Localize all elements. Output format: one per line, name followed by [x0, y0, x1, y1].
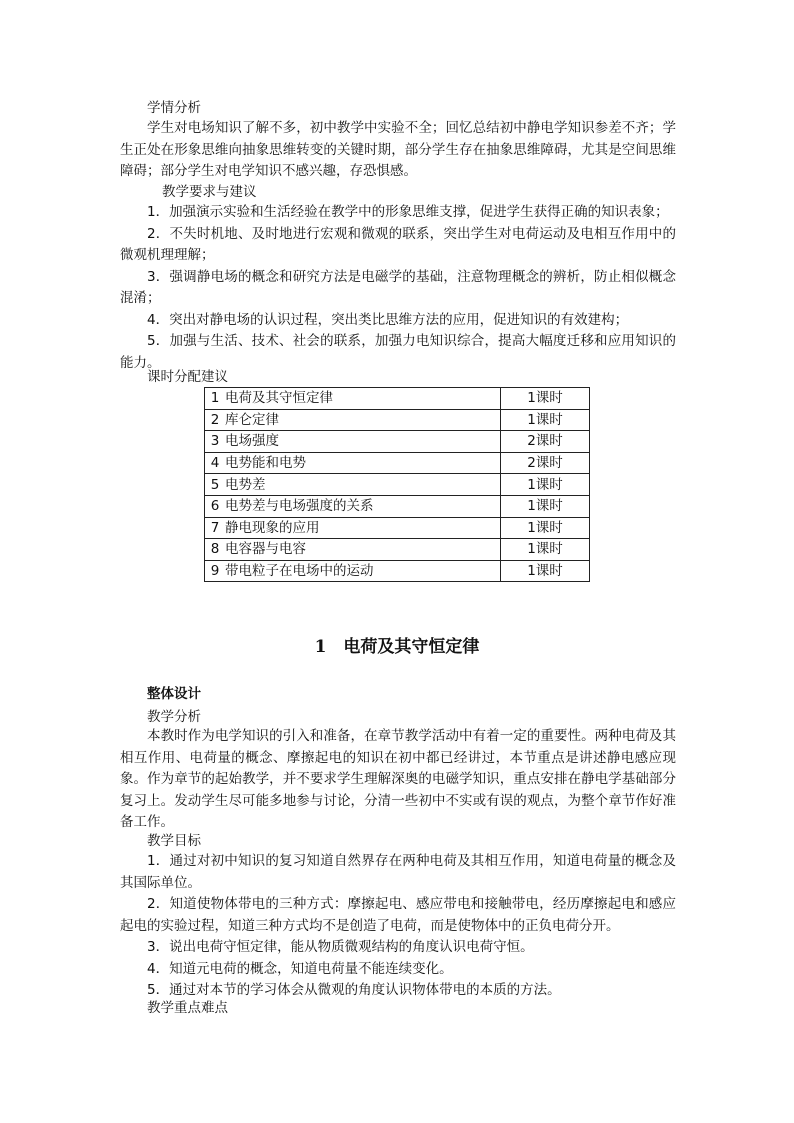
- objective-item: 2．知道使物体带电的三种方式：摩擦起电、感应带电和接触带电，经历摩擦起电和感应起电的实验过程，知道三种方式均不是创造了电荷，而是使物体中的正负电荷分开。: [120, 896, 676, 934]
- lesson-hours: 1课时: [501, 388, 590, 410]
- lesson-name: 电势差与电场强度的关系: [225, 495, 501, 517]
- lesson-hours: 1课时: [501, 560, 590, 582]
- section-title: 1 电荷及其守恒定律: [314, 637, 480, 657]
- requirement-item: 4．突出对静电场的认识过程，突出类比思维方法的应用，促进知识的有效建构；: [147, 311, 629, 328]
- table-row: [205, 517, 590, 539]
- schedule-heading: 课时分配建议: [147, 369, 228, 385]
- table-row: [205, 474, 590, 496]
- lesson-number: 2: [205, 409, 226, 431]
- objectives-list: [120, 851, 676, 1002]
- key-points-heading: 教学重点难点: [147, 1000, 228, 1016]
- schedule-table: [204, 387, 590, 582]
- lesson-name: 静电现象的应用: [225, 517, 501, 539]
- lesson-name: 电势能和电势: [225, 452, 501, 474]
- lesson-hours: 1课时: [501, 474, 590, 496]
- lesson-number: 4: [205, 452, 226, 474]
- table-row: [205, 431, 590, 453]
- lesson-name: 带电粒子在电场中的运动: [225, 560, 501, 582]
- table-row: [205, 452, 590, 474]
- design-heading: 整体设计: [147, 686, 201, 702]
- lesson-number: 6: [205, 495, 226, 517]
- analysis-heading: 学情分析: [147, 100, 201, 116]
- lesson-hours: 1课时: [501, 517, 590, 539]
- objective-item: 5．通过对本节的学习体会从微观的角度认识物体带电的本质的方法。: [147, 982, 561, 998]
- requirement-item: 3．强调静电场的概念和研究方法是电磁学的基础，注意物理概念的辨析，防止相似概念混淆；: [120, 268, 676, 306]
- lesson-name: 电势差: [225, 474, 501, 496]
- objective-item: 3．说出电荷守恒定律，能从物质微观结构的角度认识电荷守恒。: [147, 939, 534, 955]
- lesson-name: 电场强度: [225, 431, 501, 453]
- table-row: [205, 539, 590, 561]
- table-row: [205, 409, 590, 431]
- requirement-item: 2．不失时机地、及时地进行宏观和微观的联系，突出学生对电荷运动及电相互作用中的微观机理理解；: [120, 225, 676, 263]
- analysis-text: 学生对电场知识了解不多，初中教学中实验不全；回忆总结初中静电学知识参差不齐；学生正处在形象思维向抽象思维转变的关键时期，部分学生存在抽象思维障碍，尤其是空间思维障碍；部分学生对电学知识不感兴趣，存恐惧感。: [120, 120, 676, 179]
- teaching-analysis-text: 本教时作为电学知识的引入和准备，在章节教学活动中有着一定的重要性。两种电荷及其相互作用、电荷量的概念、摩擦起电的知识在初中都已经讲过，本节重点是讲述静电感应现象。作为章节的起始教学，并不要求学生理解深奥的电磁学知识，重点安排在静电学基础部分复习上。发动学生尽可能多地参与讨论，分清一些初中不实或有误的观点，为整个章节作好准备工作。: [120, 728, 676, 830]
- objectives-heading: 教学目标: [147, 833, 201, 849]
- lesson-hours: 1课时: [501, 409, 590, 431]
- requirement-item: 1．加强演示实验和生活经验在教学中的形象思维支撑，促进学生获得正确的知识表象；: [147, 204, 669, 220]
- requirements-heading: 教学要求与建议: [162, 184, 257, 200]
- lesson-name: 库仑定律: [225, 409, 501, 431]
- requirements-list: [120, 202, 676, 374]
- lesson-number: 9: [205, 560, 226, 582]
- objective-item: 4．知道元电荷的概念，知道电荷量不能连续变化。: [147, 960, 453, 977]
- lesson-name: 电荷及其守恒定律: [225, 388, 501, 410]
- lesson-number: 5: [205, 474, 226, 496]
- table-row: [205, 560, 590, 582]
- lesson-number: 1: [205, 388, 226, 410]
- lesson-number: 7: [205, 517, 226, 539]
- analysis-block: [120, 118, 676, 183]
- teaching-analysis-block: [120, 726, 676, 834]
- requirement-item: 5．加强与生活、技术、社会的联系，加强力电知识综合，提高大幅度迁移和应用知识的能力。: [120, 333, 676, 371]
- lesson-hours: 2课时: [501, 452, 590, 474]
- lesson-hours: 2课时: [501, 431, 590, 453]
- table-row: [205, 495, 590, 517]
- lesson-number: 8: [205, 539, 226, 561]
- lesson-hours: 1课时: [501, 495, 590, 517]
- lesson-hours: 1课时: [501, 539, 590, 561]
- teaching-analysis-heading: 教学分析: [147, 709, 201, 725]
- lesson-number: 3: [205, 431, 226, 453]
- lesson-name: 电容器与电容: [225, 539, 501, 561]
- objective-item: 1．通过对初中知识的复习知道自然界存在两种电荷及其相互作用，知道电荷量的概念及其国际单位。: [120, 853, 676, 891]
- table-row: [205, 388, 590, 410]
